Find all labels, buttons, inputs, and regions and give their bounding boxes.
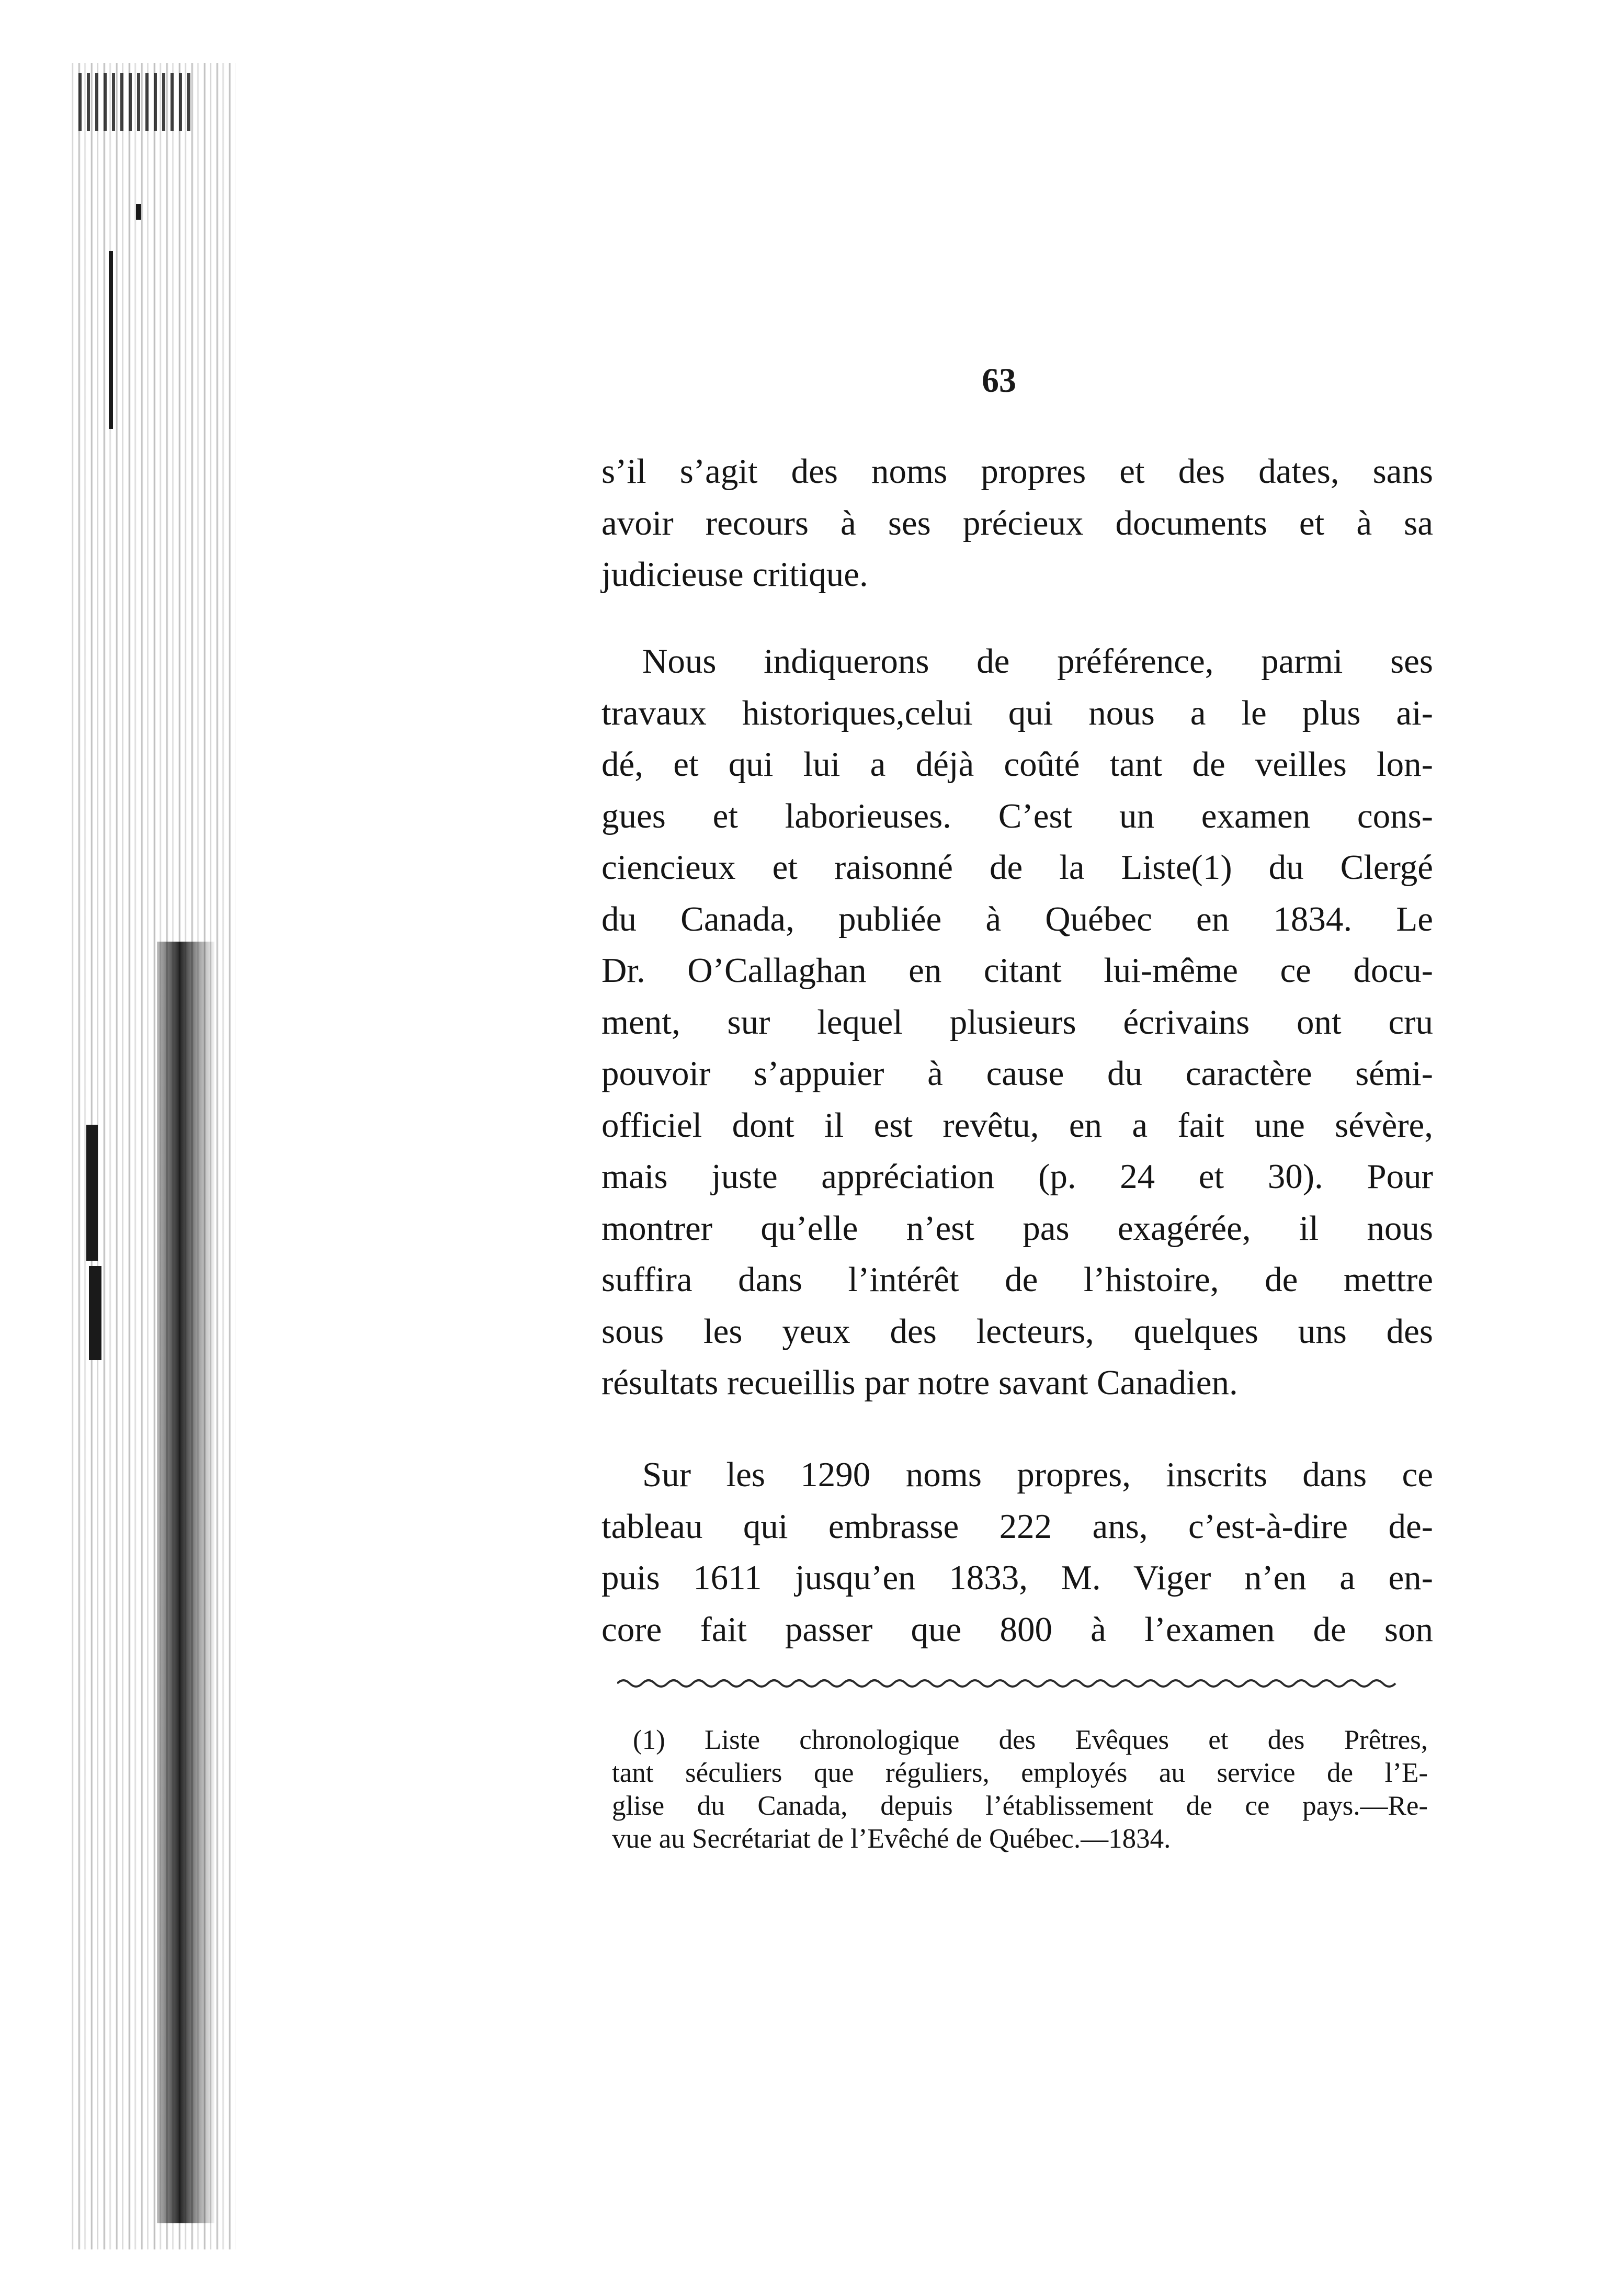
paragraph-1 bbox=[601, 446, 1433, 601]
text-line: puis 1611 jusqu’en 1833, M. Viger n’en a en- bbox=[601, 1558, 1433, 1597]
text-line bbox=[601, 636, 1433, 687]
text-line: montrer qu’elle n’est pas exagérée, il nous bbox=[601, 1208, 1433, 1248]
text-line: suffira dans l’intérêt de l’histoire, de mettre bbox=[601, 1260, 1433, 1299]
text-line: pouvoir s’appuier à cause du caractère sémi- bbox=[601, 1054, 1433, 1093]
footnote-separator bbox=[617, 1673, 1407, 1694]
text-line: dé, et qui lui a déjà coûté tant de veilles lon- bbox=[601, 745, 1433, 784]
text-line: résultats recueillis par notre savant Canadien. bbox=[601, 1363, 1238, 1402]
footnote-line bbox=[612, 1724, 1428, 1757]
text-line: Dr. O’Callaghan en citant lui-même ce docu- bbox=[601, 951, 1433, 990]
gutter-scan-top-marks bbox=[78, 73, 194, 131]
text-line: s’il s’agit des noms propres et des dates, sans bbox=[601, 452, 1433, 491]
text-line: judicieuse critique. bbox=[601, 555, 868, 594]
footnote-line: tant séculiers que réguliers, employés au service de l’E- bbox=[612, 1758, 1428, 1788]
text-line: mais juste appréciation (p. 24 et 30). Pour bbox=[601, 1157, 1433, 1196]
gutter-scan-mark bbox=[89, 1266, 101, 1360]
text-line: avoir recours à ses précieux documents et à sa bbox=[601, 503, 1433, 542]
gutter-scan-mark bbox=[86, 1125, 98, 1261]
paragraph-2 bbox=[601, 636, 1433, 1409]
page-number: 63 bbox=[982, 361, 1016, 400]
footnote-line-content: (1) Liste chronologique des Evêques et des Prêtres, bbox=[633, 1725, 1428, 1755]
text-line-content: Sur les 1290 noms propres, inscrits dans ce bbox=[642, 1455, 1433, 1494]
footnote bbox=[612, 1724, 1428, 1856]
text-line: gues et laborieuses. C’est un examen cons- bbox=[601, 796, 1433, 835]
footnote-line: vue au Secrétariat de l’Evêché de Québec.—1834. bbox=[612, 1824, 1171, 1854]
gutter-scan-mark bbox=[136, 204, 141, 220]
text-line: core fait passer que 800 à l’examen de son bbox=[601, 1610, 1433, 1649]
footnote-line: glise du Canada, depuis l’établissement de ce pays.—Re- bbox=[612, 1791, 1428, 1821]
gutter-scan-line bbox=[109, 251, 113, 429]
text-line: ment, sur lequel plusieurs écrivains ont cru bbox=[601, 1002, 1433, 1042]
text-line: du Canada, publiée à Québec en 1834. Le bbox=[601, 899, 1433, 938]
text-line bbox=[601, 1449, 1433, 1501]
gutter-scan-band bbox=[157, 942, 214, 2223]
text-line: ciencieux et raisonné de la Liste(1) du Clergé bbox=[601, 848, 1433, 887]
paragraph-3 bbox=[601, 1449, 1433, 1655]
text-line: tableau qui embrasse 222 ans, c’est-à-dire de- bbox=[601, 1507, 1433, 1546]
text-line: travaux historiques,celui qui nous a le plus ai- bbox=[601, 693, 1433, 732]
text-line: sous les yeux des lecteurs, quelques uns des bbox=[601, 1311, 1433, 1351]
text-line: officiel dont il est revêtu, en a fait une sévère, bbox=[601, 1105, 1433, 1145]
text-line-content: Nous indiquerons de préférence, parmi ses bbox=[642, 642, 1433, 681]
